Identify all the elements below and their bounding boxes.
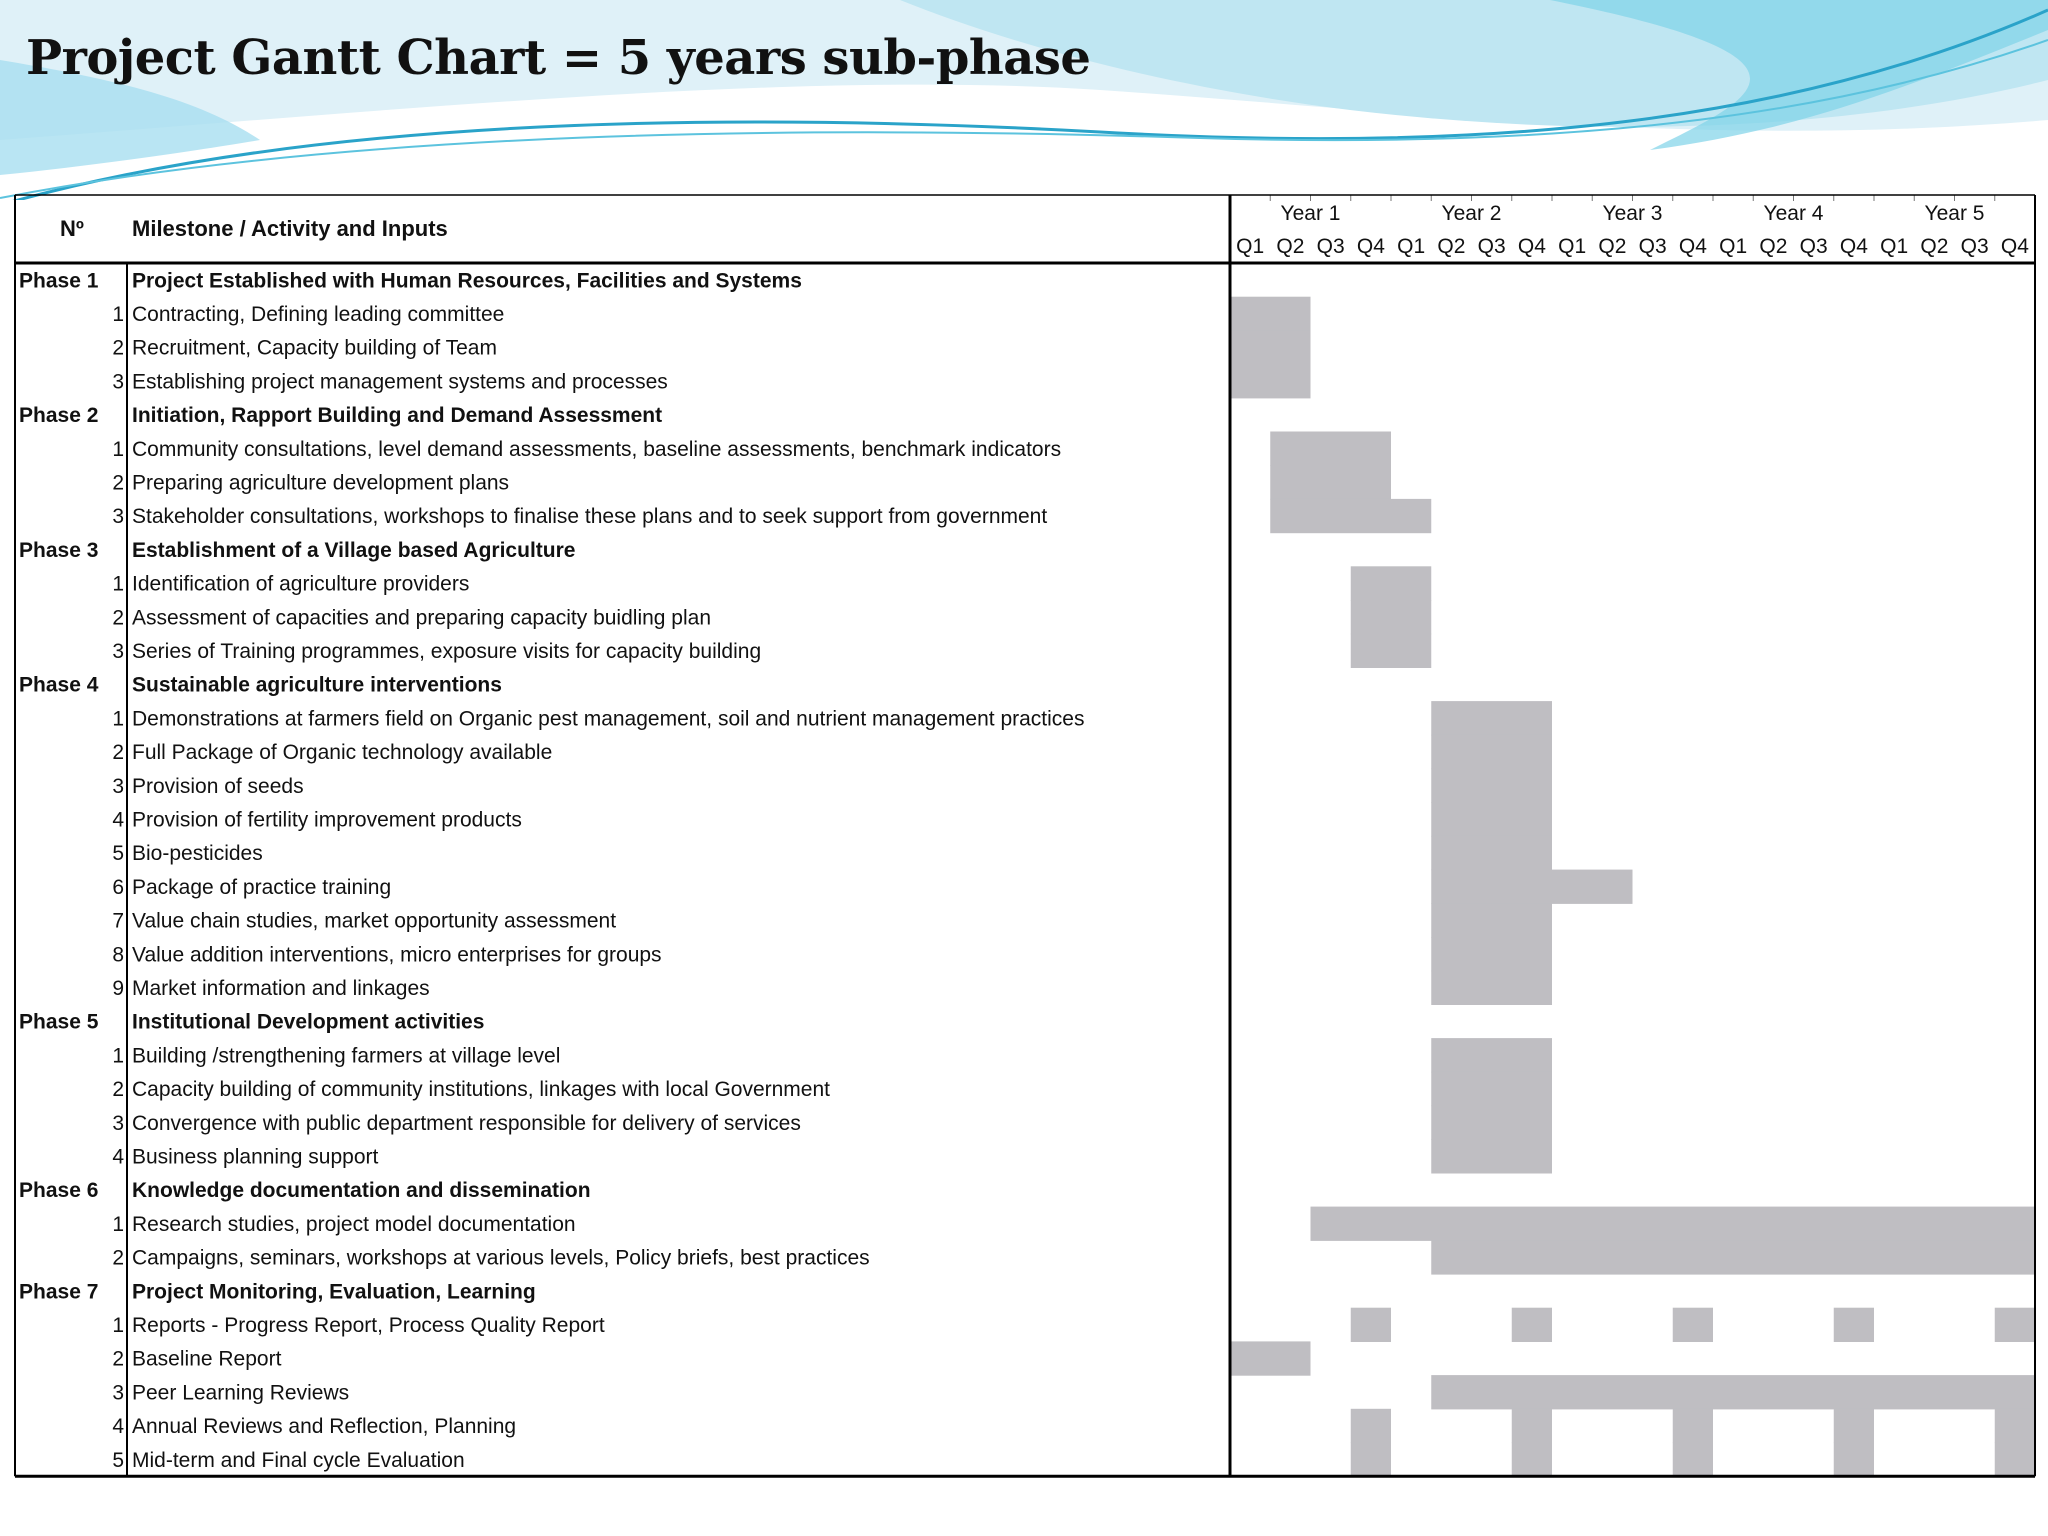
gantt-bar (1834, 1409, 1874, 1443)
phase-number: Phase 1 (19, 269, 99, 293)
gantt-bar (1995, 1409, 2035, 1443)
activity-number: 4 (112, 808, 124, 832)
quarter-label: Q2 (1920, 235, 1949, 258)
activity-label: Series of Training programmes, exposure visits for capacity building (132, 639, 762, 663)
activity-label: Community consultations, level demand assessments, baseline assessments, benchmark indicators (132, 437, 1062, 461)
gantt-bar (1270, 432, 1391, 466)
gantt-bar (1351, 600, 1432, 634)
gantt-bar (1431, 1139, 1552, 1173)
activity-label: Research studies, project model documentation (132, 1212, 576, 1236)
activity-number: 3 (112, 1381, 124, 1405)
gantt-bar (1431, 802, 1552, 836)
gantt-bar (1512, 1443, 1552, 1477)
quarter-label: Q3 (1799, 235, 1828, 258)
activity-label: Value addition interventions, micro enterprises for groups (132, 943, 662, 967)
activity-number: 1 (112, 1044, 124, 1068)
gantt-bar (1995, 1443, 2035, 1477)
gantt-bar (1230, 1341, 1311, 1375)
gantt-bar (1431, 971, 1552, 1005)
activity-number: 1 (112, 1313, 124, 1337)
activity-number: 9 (112, 976, 124, 1000)
gantt-bar (1311, 1207, 2036, 1241)
activity-number: 3 (112, 639, 124, 663)
quarter-label: Q3 (1638, 235, 1667, 258)
activity-number: 2 (112, 606, 124, 630)
activity-number: 1 (112, 572, 124, 596)
phase-number: Phase 2 (19, 404, 99, 428)
quarter-label: Q1 (1558, 235, 1587, 258)
gantt-bar (1673, 1443, 1713, 1477)
quarter-label: Q3 (1960, 235, 1989, 258)
year-label: Year 4 (1763, 202, 1824, 225)
phase-title: Project Established with Human Resources, Facilities and Systems (132, 269, 802, 293)
activity-number: 1 (112, 707, 124, 731)
gantt-bar (1230, 330, 1311, 364)
activity-label: Recruitment, Capacity building of Team (132, 336, 497, 360)
activity-label: Peer Learning Reviews (132, 1381, 350, 1405)
activity-label: Annual Reviews and Reflection, Planning (132, 1415, 517, 1439)
gantt-bar (1673, 1308, 1713, 1342)
year-label: Year 3 (1602, 202, 1663, 225)
activity-label: Stakeholder consultations, workshops to finalise these plans and to seek support from government (132, 505, 1048, 529)
quarter-label: Q4 (1678, 235, 1707, 258)
activity-number: 2 (112, 741, 124, 765)
column-header-number: Nº (60, 216, 84, 241)
activity-label: Package of practice training (132, 875, 392, 899)
activity-label: Convergence with public department responsible for delivery of services (132, 1111, 801, 1135)
activity-label: Business planning support (132, 1145, 379, 1169)
activity-number: 8 (112, 943, 124, 967)
quarter-label: Q4 (1356, 235, 1385, 258)
activity-label: Full Package of Organic technology available (132, 741, 553, 765)
activity-label: Reports - Progress Report, Process Quality Report (132, 1313, 605, 1337)
activity-number: 5 (112, 1448, 124, 1472)
quarter-label: Q1 (1719, 235, 1748, 258)
gantt-bar (1512, 1308, 1552, 1342)
activity-label: Capacity building of community institutions, linkages with local Government (132, 1078, 830, 1102)
gantt-bar (1834, 1308, 1874, 1342)
year-label: Year 2 (1441, 202, 1502, 225)
activity-number: 1 (112, 437, 124, 461)
quarter-label: Q3 (1316, 235, 1345, 258)
gantt-bar (1351, 1409, 1391, 1443)
activity-label: Mid-term and Final cycle Evaluation (132, 1448, 465, 1472)
activity-label: Establishing project management systems and processes (132, 370, 668, 394)
gantt-bar (1270, 465, 1391, 499)
gantt-bar (1351, 1443, 1391, 1477)
gantt-bar (1351, 1308, 1391, 1342)
column-header-activity: Milestone / Activity and Inputs (132, 216, 448, 241)
activity-number: 6 (112, 875, 124, 899)
activity-number: 7 (112, 909, 124, 933)
phase-title: Institutional Development activities (132, 1010, 485, 1034)
gantt-bar (1431, 836, 1552, 870)
activity-number: 1 (112, 302, 124, 326)
gantt-bar (1431, 1240, 2035, 1274)
activity-label: Demonstrations at farmers field on Organic pest management, soil and nutrient management practices (132, 707, 1085, 731)
gantt-bar (1431, 903, 1552, 937)
activity-number: 3 (112, 774, 124, 798)
gantt-bar (1673, 1409, 1713, 1443)
activity-label: Provision of fertility improvement products (132, 808, 522, 832)
phase-title: Establishment of a Village based Agriculture (132, 538, 576, 562)
gantt-bar (1512, 1409, 1552, 1443)
activity-number: 3 (112, 505, 124, 529)
phase-number: Phase 4 (19, 673, 99, 697)
quarter-label: Q2 (1276, 235, 1305, 258)
activity-number: 2 (112, 471, 124, 495)
gantt-bar (1351, 634, 1432, 668)
gantt-bar (1431, 1106, 1552, 1140)
activity-label: Building /strengthening farmers at village level (132, 1044, 561, 1068)
gantt-bar (1230, 364, 1311, 398)
quarter-label: Q4 (1839, 235, 1868, 258)
activity-label: Preparing agriculture development plans (132, 471, 510, 495)
gantt-bar (1270, 499, 1431, 533)
activity-label: Identification of agriculture providers (132, 572, 470, 596)
quarter-label: Q2 (1437, 235, 1466, 258)
phase-title: Project Monitoring, Evaluation, Learning (132, 1280, 536, 1304)
activity-number: 3 (112, 1111, 124, 1135)
quarter-label: Q1 (1880, 235, 1909, 258)
quarter-label: Q2 (1598, 235, 1627, 258)
phase-title: Knowledge documentation and dissemination (132, 1179, 591, 1203)
activity-number: 1 (112, 1212, 124, 1236)
gantt-bar (1431, 1375, 2035, 1409)
quarter-label: Q4 (2000, 235, 2029, 258)
quarter-label: Q2 (1759, 235, 1788, 258)
activity-number: 2 (112, 1246, 124, 1270)
activity-number: 2 (112, 1347, 124, 1371)
gantt-bar (1230, 297, 1311, 331)
quarter-label: Q3 (1477, 235, 1506, 258)
activity-number: 2 (112, 336, 124, 360)
gantt-bar (1995, 1308, 2035, 1342)
year-label: Year 5 (1924, 202, 1985, 225)
activity-label: Provision of seeds (132, 774, 304, 798)
phase-number: Phase 6 (19, 1179, 99, 1203)
gantt-bar (1431, 735, 1552, 769)
gantt-bar (1351, 566, 1432, 600)
gantt-bar (1431, 1038, 1552, 1072)
gantt-bar (1431, 870, 1632, 904)
page-title: Project Gantt Chart = 5 years sub-phase (26, 30, 1091, 86)
activity-number: 4 (112, 1145, 124, 1169)
phase-number: Phase 5 (19, 1010, 99, 1034)
activity-number: 5 (112, 842, 124, 866)
activity-label: Assessment of capacities and preparing capacity buidling plan (132, 606, 712, 630)
activity-label: Value chain studies, market opportunity assessment (132, 909, 617, 933)
gantt-bar (1431, 1072, 1552, 1106)
phase-number: Phase 7 (19, 1280, 99, 1304)
activity-number: 3 (112, 370, 124, 394)
year-label: Year 1 (1280, 202, 1341, 225)
phase-title: Initiation, Rapport Building and Demand Assessment (132, 404, 663, 428)
activity-label: Contracting, Defining leading committee (132, 302, 505, 326)
gantt-bar (1431, 937, 1552, 971)
activity-label: Bio-pesticides (132, 842, 263, 866)
activity-label: Market information and linkages (132, 976, 430, 1000)
gantt-bar (1834, 1443, 1874, 1477)
gantt-bar (1431, 769, 1552, 803)
quarter-label: Q1 (1236, 235, 1265, 258)
activity-number: 2 (112, 1078, 124, 1102)
quarter-label: Q1 (1397, 235, 1426, 258)
phase-number: Phase 3 (19, 538, 99, 562)
quarter-label: Q4 (1517, 235, 1546, 258)
activity-label: Baseline Report (132, 1347, 282, 1371)
gantt-bar (1431, 701, 1552, 735)
activity-number: 4 (112, 1415, 124, 1439)
phase-title: Sustainable agriculture interventions (132, 673, 502, 697)
activity-label: Campaigns, seminars, workshops at various levels, Policy briefs, best practices (132, 1246, 870, 1270)
